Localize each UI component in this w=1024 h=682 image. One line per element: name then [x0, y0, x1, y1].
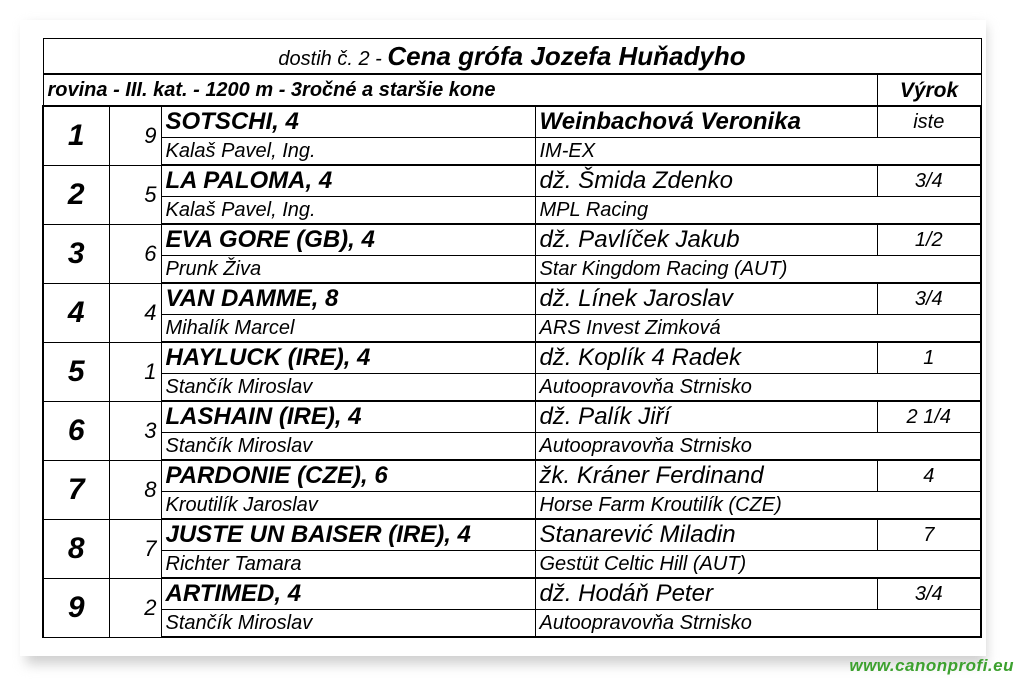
conditions-row	[43, 74, 981, 106]
finish-place: 6	[43, 401, 109, 460]
result-row	[43, 578, 981, 610]
start-number: 1	[109, 342, 161, 401]
jockey-name: dž. Hodáň Peter	[535, 578, 877, 610]
result-row	[43, 401, 981, 433]
odds-value: 4	[877, 460, 981, 492]
trainer-name: Stančík Miroslav	[161, 610, 535, 638]
race-name: Cena grófa Jozefa Huňadyho	[387, 41, 746, 71]
finish-place: 5	[43, 342, 109, 401]
result-row	[43, 224, 981, 256]
result-subrow	[43, 374, 981, 402]
jockey-name: dž. Pavlíček Jakub	[535, 224, 877, 256]
horse-name: LASHAIN (IRE), 4	[161, 401, 535, 433]
odds-value: 3/4	[877, 165, 981, 197]
horse-name: EVA GORE (GB), 4	[161, 224, 535, 256]
owner-name: MPL Racing	[535, 197, 981, 225]
odds-value: 1	[877, 342, 981, 374]
owner-name: IM-EX	[535, 138, 981, 166]
finish-place: 4	[43, 283, 109, 342]
result-row	[43, 283, 981, 315]
horse-name: JUSTE UN BAISER (IRE), 4	[161, 519, 535, 551]
start-number: 5	[109, 165, 161, 224]
jockey-name: Stanarević Miladin	[535, 519, 877, 551]
trainer-name: Kalaš Pavel, Ing.	[161, 197, 535, 225]
owner-name: Star Kingdom Racing (AUT)	[535, 256, 981, 284]
result-subrow	[43, 315, 981, 343]
finish-place: 1	[43, 106, 109, 165]
horse-name: PARDONIE (CZE), 6	[161, 460, 535, 492]
watermark: www.canonprofi.eu	[849, 656, 1014, 675]
result-row	[43, 519, 981, 551]
result-row	[43, 106, 981, 138]
owner-name: Gestüt Celtic Hill (AUT)	[535, 551, 981, 579]
trainer-name: Kroutilík Jaroslav	[161, 492, 535, 520]
race-results-table	[42, 38, 982, 638]
odds-value: 1/2	[877, 224, 981, 256]
race-number: dostih č. 2 -	[278, 48, 388, 70]
race-title	[43, 39, 981, 75]
trainer-name: Richter Tamara	[161, 551, 535, 579]
result-subrow	[43, 433, 981, 461]
result-subrow	[43, 551, 981, 579]
finish-place: 3	[43, 224, 109, 283]
horse-name: VAN DAMME, 8	[161, 283, 535, 315]
horse-name: SOTSCHI, 4	[161, 106, 535, 138]
owner-name: Autoopravovňa Strnisko	[535, 433, 981, 461]
result-subrow	[43, 138, 981, 166]
jockey-name: dž. Šmida Zdenko	[535, 165, 877, 197]
finish-place: 7	[43, 460, 109, 519]
race-conditions: rovina - III. kat. - 1200 m - 3ročné a staršie kone	[43, 74, 877, 106]
odds-value: 2 1/4	[877, 401, 981, 433]
trainer-name: Stančík Miroslav	[161, 433, 535, 461]
jockey-name: dž. Línek Jaroslav	[535, 283, 877, 315]
start-number: 6	[109, 224, 161, 283]
finish-place: 9	[43, 578, 109, 637]
trainer-name: Stančík Miroslav	[161, 374, 535, 402]
result-row	[43, 342, 981, 374]
start-number: 9	[109, 106, 161, 165]
owner-name: Autoopravovňa Strnisko	[535, 374, 981, 402]
owner-name: Horse Farm Kroutilík (CZE)	[535, 492, 981, 520]
jockey-name: Weinbachová Veronika	[535, 106, 877, 138]
start-number: 7	[109, 519, 161, 578]
result-subrow	[43, 610, 981, 638]
result-subrow	[43, 197, 981, 225]
finish-place: 2	[43, 165, 109, 224]
start-number: 3	[109, 401, 161, 460]
result-subrow	[43, 256, 981, 284]
horse-name: ARTIMED, 4	[161, 578, 535, 610]
owner-name: Autoopravovňa Strnisko	[535, 610, 981, 638]
jockey-name: dž. Koplík 4 Radek	[535, 342, 877, 374]
result-row	[43, 165, 981, 197]
title-row	[43, 39, 981, 75]
odds-value: 7	[877, 519, 981, 551]
trainer-name: Mihalík Marcel	[161, 315, 535, 343]
odds-header: Výrok	[877, 74, 981, 106]
start-number: 4	[109, 283, 161, 342]
start-number: 2	[109, 578, 161, 637]
trainer-name: Kalaš Pavel, Ing.	[161, 138, 535, 166]
trainer-name: Prunk Živa	[161, 256, 535, 284]
finish-place: 8	[43, 519, 109, 578]
jockey-name: dž. Palík Jiří	[535, 401, 877, 433]
horse-name: HAYLUCK (IRE), 4	[161, 342, 535, 374]
horse-name: LA PALOMA, 4	[161, 165, 535, 197]
odds-value: 3/4	[877, 578, 981, 610]
jockey-name: žk. Kráner Ferdinand	[535, 460, 877, 492]
odds-value: iste	[877, 106, 981, 138]
result-row	[43, 460, 981, 492]
odds-value: 3/4	[877, 283, 981, 315]
result-subrow	[43, 492, 981, 520]
owner-name: ARS Invest Zimková	[535, 315, 981, 343]
start-number: 8	[109, 460, 161, 519]
